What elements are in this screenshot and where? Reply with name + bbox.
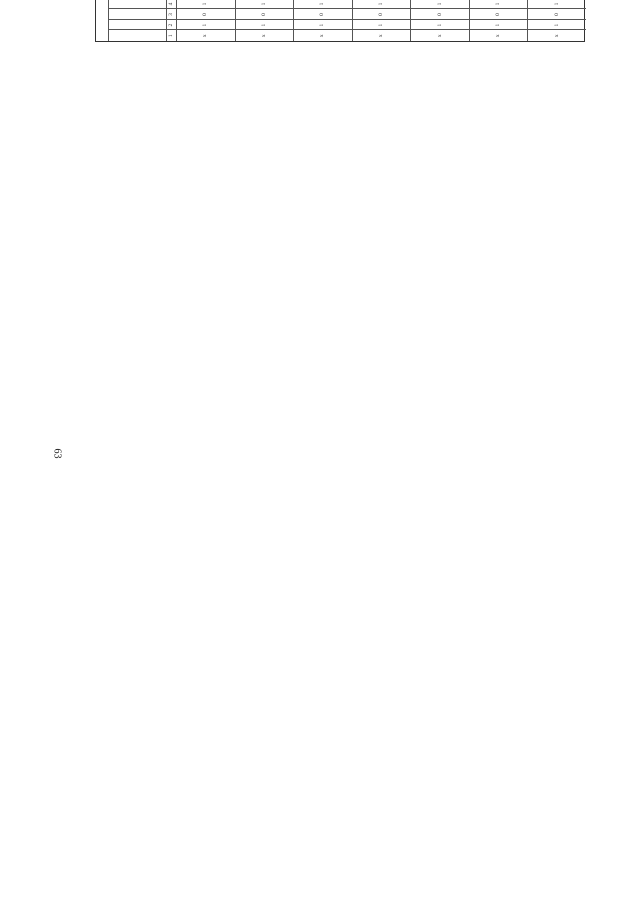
code-cell: 1	[553, 23, 560, 27]
grid-hline	[293, 0, 294, 41]
code-cell: 1	[260, 2, 267, 6]
code-cell: 1	[319, 2, 326, 6]
grid-vline	[108, 29, 586, 30]
code-cell: 1	[378, 23, 384, 27]
code-cell: 1	[378, 2, 384, 6]
code-cell: 0	[319, 13, 326, 16]
column-number: 2	[168, 23, 174, 27]
grid-hline	[352, 0, 353, 41]
code-cell: 1	[495, 2, 502, 6]
code-cell: х	[495, 34, 502, 38]
grid-vline	[108, 19, 586, 20]
code-cell: 0	[378, 13, 384, 16]
code-cell: х	[260, 34, 267, 38]
code-cell: х	[319, 34, 326, 38]
code-cell: 1	[436, 23, 443, 27]
column-number: 4	[168, 2, 174, 6]
column-number	[168, 0, 174, 1]
grid-hline	[469, 0, 470, 41]
code-cell: х	[436, 34, 443, 38]
code-cell: 1	[553, 2, 560, 6]
page-number: 63	[51, 448, 63, 459]
grid-hline	[235, 0, 236, 41]
code-cell: 0	[436, 13, 443, 16]
code-cell: 1	[495, 23, 502, 27]
code-cell: 1	[202, 2, 209, 6]
code-cell: 0	[553, 13, 560, 16]
grid-hline	[410, 0, 411, 41]
code-cell: 0	[202, 13, 209, 16]
program-table	[95, 0, 585, 42]
header-program-code	[99, 0, 105, 21]
grid-hline	[108, 0, 109, 41]
column-number: 1	[168, 34, 174, 38]
code-cell: 0	[260, 13, 267, 16]
column-number: 3	[168, 13, 174, 16]
code-cell: х	[553, 34, 560, 38]
code-cell: 1	[319, 23, 326, 27]
code-cell: х	[202, 34, 209, 38]
grid-hline	[176, 0, 177, 41]
code-cell: 1	[260, 23, 267, 27]
grid-vline	[108, 8, 586, 9]
grid-hline	[527, 0, 528, 41]
header-code-classification	[116, 0, 122, 31]
rotated-table-container	[95, 0, 585, 42]
code-cell: 1	[436, 2, 443, 6]
code-cell: х	[378, 34, 384, 38]
code-cell: 0	[495, 13, 502, 16]
code-cell: 1	[202, 23, 209, 27]
grid-hline	[166, 0, 167, 41]
